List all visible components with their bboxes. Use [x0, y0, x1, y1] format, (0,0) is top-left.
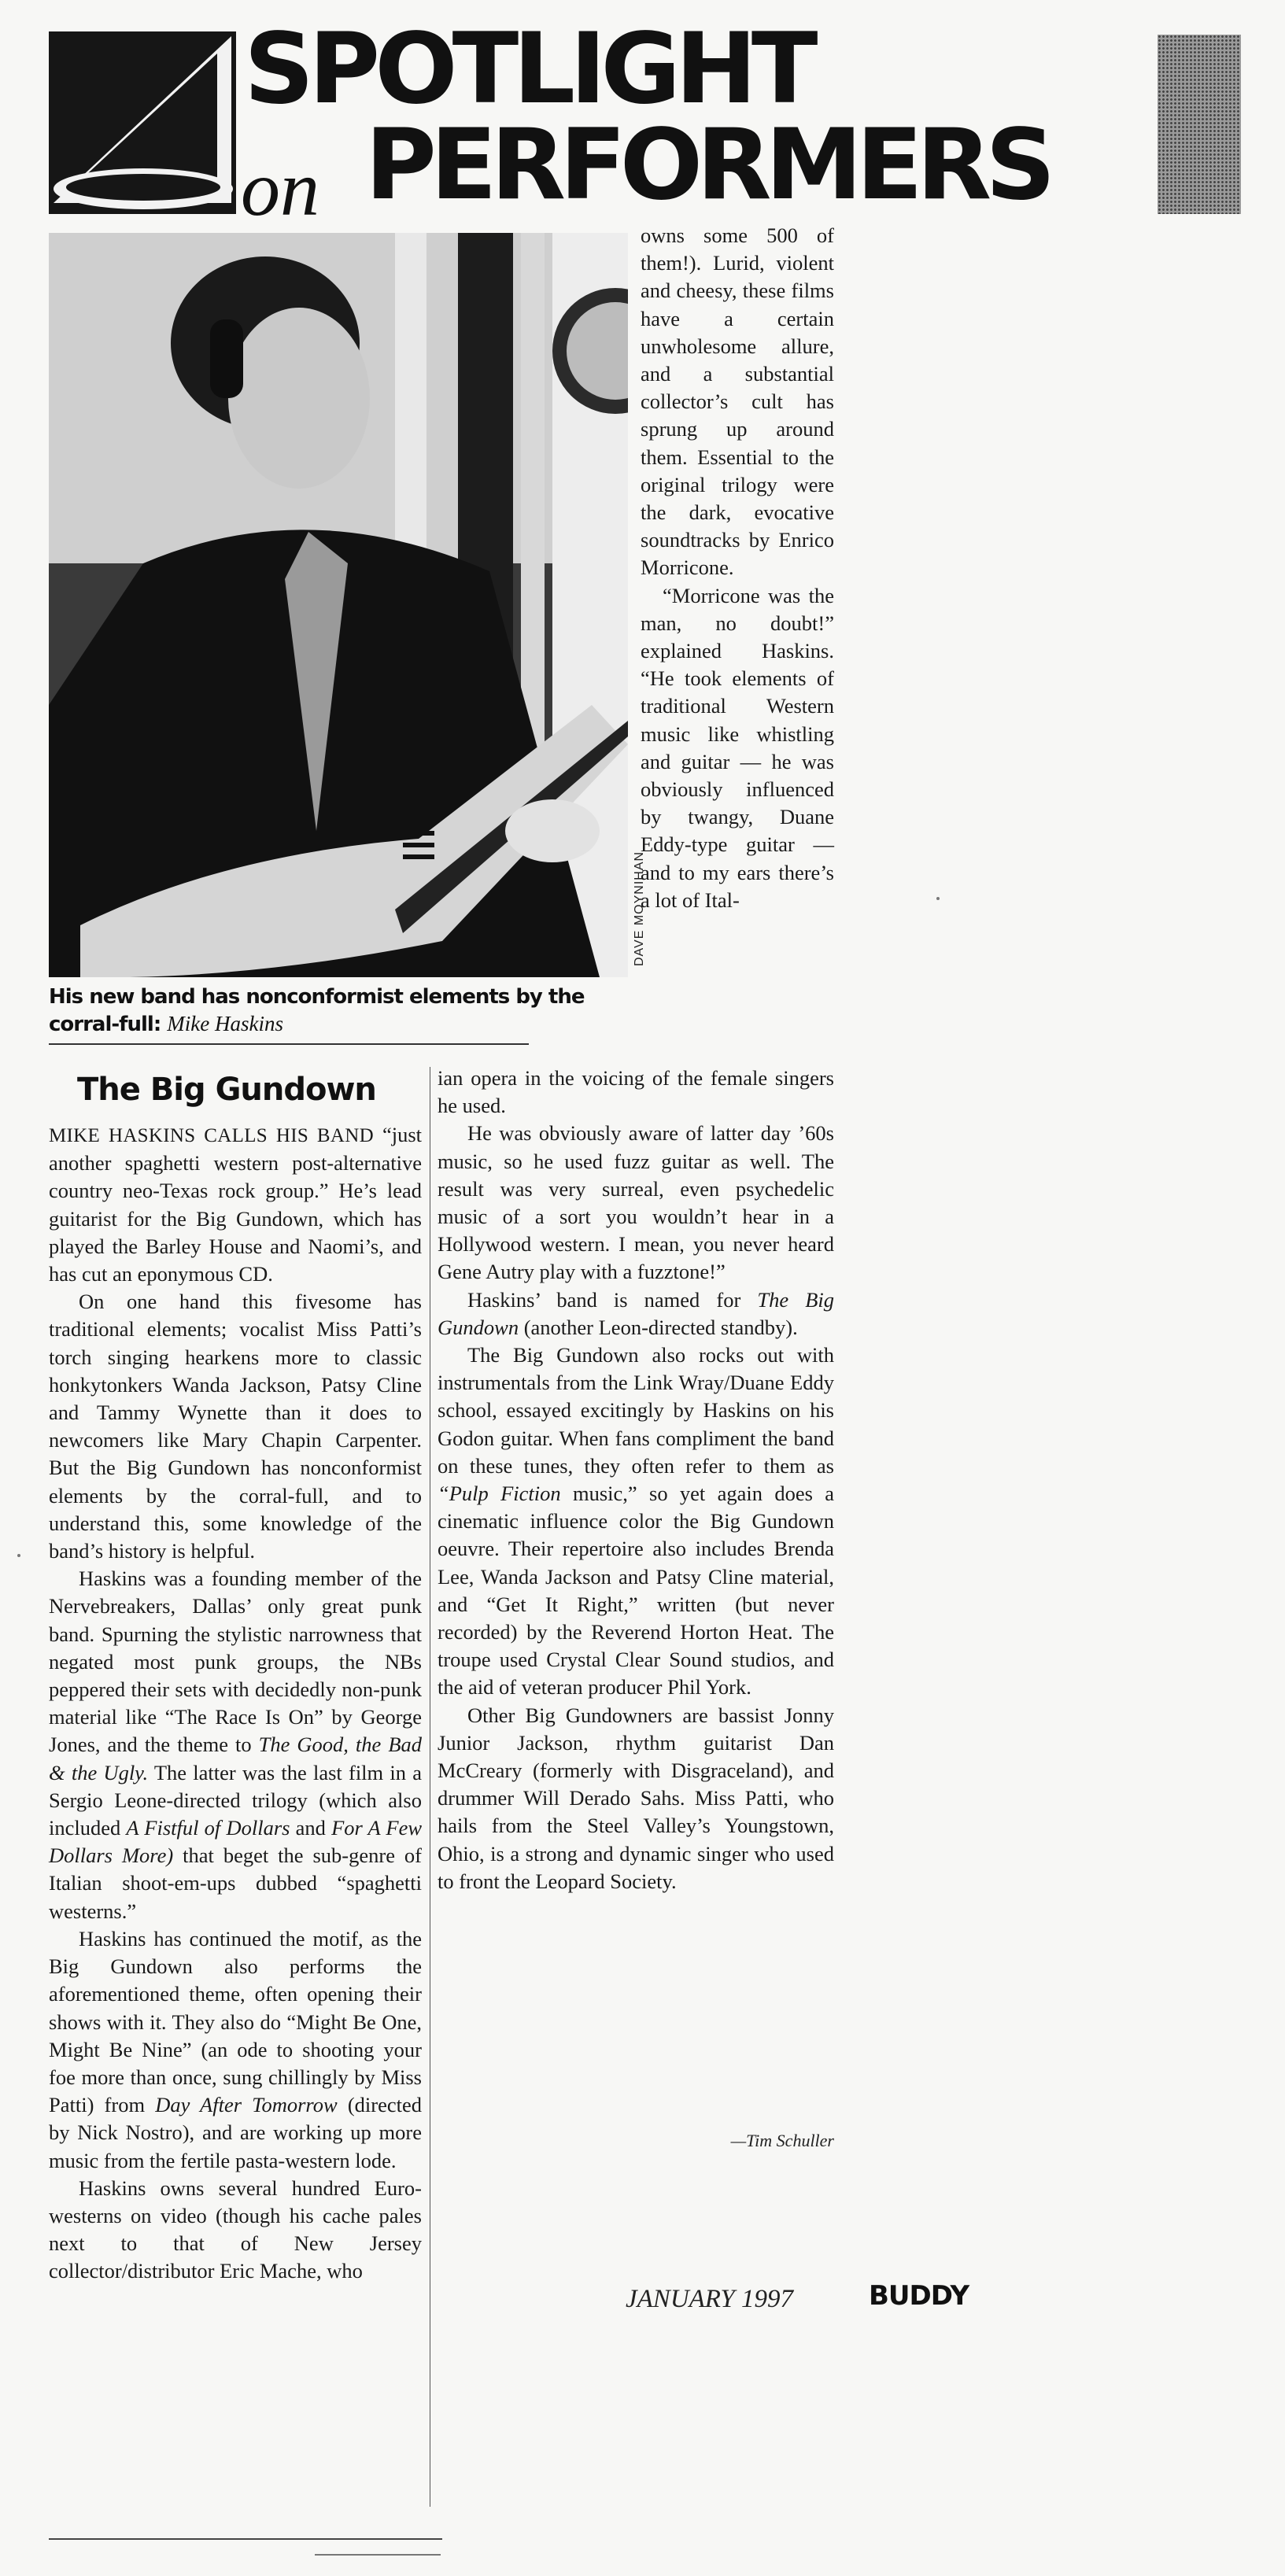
bottom-rule: [49, 2538, 442, 2540]
paragraph-text: “just another spaghetti western post-alternative country neo-Texas rock group.” He’s lead guitarist for the Big Gundown, which has played the Barley House and Naomi’s, and has cut an eponymous CD.: [49, 1123, 423, 1286]
paragraph: Haskins owns several hundred Euro-westerns on video (though his cache pales next to that of New Jersey collector/distributor Eric Mache, who: [49, 2176, 422, 2283]
paragraph: On one hand this fivesome has traditional elements; vocalist Miss Patti’s torch singing hearkens more to classic honkytonkers Wanda Jackson, Patsy Cline and Tammy Wynette than it does to newcomers like Mary Chapin Carpenter. But the Big Gundown has nonconformist elements by the corral-full, and to understand this, some knowledge of the band’s history is helpful.: [49, 1290, 422, 1563]
paragraph-text: (another Leon-directed standby).: [523, 1315, 798, 1339]
article-column-right: [438, 1065, 834, 2135]
paragraph-text: Haskins has continued the motif, as the Big Gundown also performs the aforementioned theme, often opening their shows with it. They also do “Might Be One, Might Be Nine” (an ode to shooting your foe more than once, sung chillingly by Miss Patti) from: [49, 1926, 422, 2117]
paper-speck: [936, 897, 940, 900]
paper-speck: [17, 1554, 20, 1557]
performer-photo: [49, 233, 628, 977]
paragraph-text: The latter was the last film in a Sergio Leone-directed trilogy (which also included: [49, 1760, 422, 1840]
issue-date: JANUARY 1997: [626, 2285, 793, 2313]
caption-rule: [49, 1043, 529, 1045]
film-title: For A Few Dollars More): [49, 1816, 423, 1868]
paragraph: [49, 1121, 422, 1288]
article-headline: The Big Gundown: [77, 1072, 376, 1108]
spotlight-logo: [49, 31, 236, 214]
paragraph-text: The Big Gundown also rocks out with instrumentals from the Link Wray/Duane Eddy school, essayed excitingly by Haskins on his Godon guitar. When fans compliment the band on these tunes, they often refer to them as: [438, 1343, 834, 1478]
paragraph: He was obviously aware of latter day ’60s music, so he used fuzz guitar as well. The result was very surreal, even psychedelic music of a sort you wouldn’t hear in a Hollywood western. I mean, you never heard Gene Autry play with a fuzztone!”: [438, 1121, 834, 1284]
film-title: A Fistful of Dollars: [126, 1816, 290, 1840]
paragraph-text: music,” so yet again does a cinematic influence color the Big Gundown oeuvre. Their repertoire also includes Brenda Lee, Wanda Jackson and Patsy Cline material, and “Get It Right,” written (but never recorded) by the Reverend Horton Heat. The troupe used Crystal Clear Sound studios, and the aid of veteran producer Phil York.: [438, 1482, 834, 1699]
paragraph: Other Big Gundowners are bassist Jonny Junior Jackson, rhythm guitarist Dan McCreary (formerly with Disgraceland), and drummer Will Derado Sahs. Miss Patti, who hails from the Steel Valley’s Youngstown, Ohio, is a strong and dynamic singer who used to front the Leopard Society.: [438, 1703, 834, 1893]
caption-name: Mike Haskins: [167, 1012, 283, 1035]
paragraph-text: Haskins was a founding member of the Nervebreakers, Dallas’ only great punk band. Spurning the stylistic narrowness that negated most punk groups, the NBs peppered their sets with decidedly non-punk material like “The Race Is On” by George Jones, and the theme to: [49, 1567, 422, 1757]
film-title: Day After Tomorrow: [155, 2093, 338, 2117]
masthead-spotlight: SPOTLIGHT: [244, 13, 813, 126]
masthead-on: on: [241, 145, 319, 232]
byline: —Tim Schuller: [730, 2131, 834, 2150]
photo-caption: [49, 984, 631, 1038]
halftone-block: [1158, 35, 1241, 214]
film-title: The Good, the Bad & the Ugly.: [49, 1733, 423, 1784]
paragraph: “Morricone was the man, no doubt!” explained Haskins. “He took elements of traditional Western music like whistling and guitar — he was obviously influenced by twangy, Duane Eddy-type guitar — and to my ears there’s a lot of Ital-: [641, 583, 834, 912]
photo-credit: DAVE MOYNIHAN: [633, 851, 646, 966]
paragraph-text: (directed by Nick Nostro), and are working up more music from the fertile pasta-western lode.: [49, 2093, 423, 2172]
paragraph: [49, 1925, 422, 2175]
bottom-rule: [315, 2554, 441, 2556]
masthead-performers: PERFORMERS: [365, 109, 1050, 222]
paragraph: [438, 1286, 834, 1342]
paragraph-text: and: [295, 1816, 326, 1840]
masthead: [49, 13, 1241, 232]
caption-bold: His new band has nonconformist elements by the corral-full:: [49, 985, 585, 1036]
lead-caps: MIKE HASKINS CALLS HIS BAND: [49, 1125, 374, 1146]
paragraph: [438, 1342, 834, 1702]
article-column-right-top: [641, 222, 834, 1065]
paragraph: ian opera in the voicing of the female singers he used.: [438, 1066, 834, 1118]
paragraph-text: Haskins’ band is named for: [467, 1287, 741, 1312]
paragraph-text: that beget the sub-genre of Italian shoot-em-ups dubbed “spaghetti westerns.”: [49, 1843, 423, 1923]
magazine-name: BUDDY: [869, 2280, 969, 2312]
paragraph: owns some 500 of them!). Lurid, violent and cheesy, these films have a certain unwholesome allure, and a substantial collector’s cult has sprung up around them. Essential to the original trilogy were the dark, evocative soundtracks by Enrico Morricone.: [641, 223, 834, 580]
film-title: “Pulp Fiction: [438, 1482, 561, 1506]
film-title: The Big Gundown: [438, 1287, 834, 1339]
paragraph: [49, 1565, 422, 1925]
article-column-left: [49, 1121, 422, 2514]
